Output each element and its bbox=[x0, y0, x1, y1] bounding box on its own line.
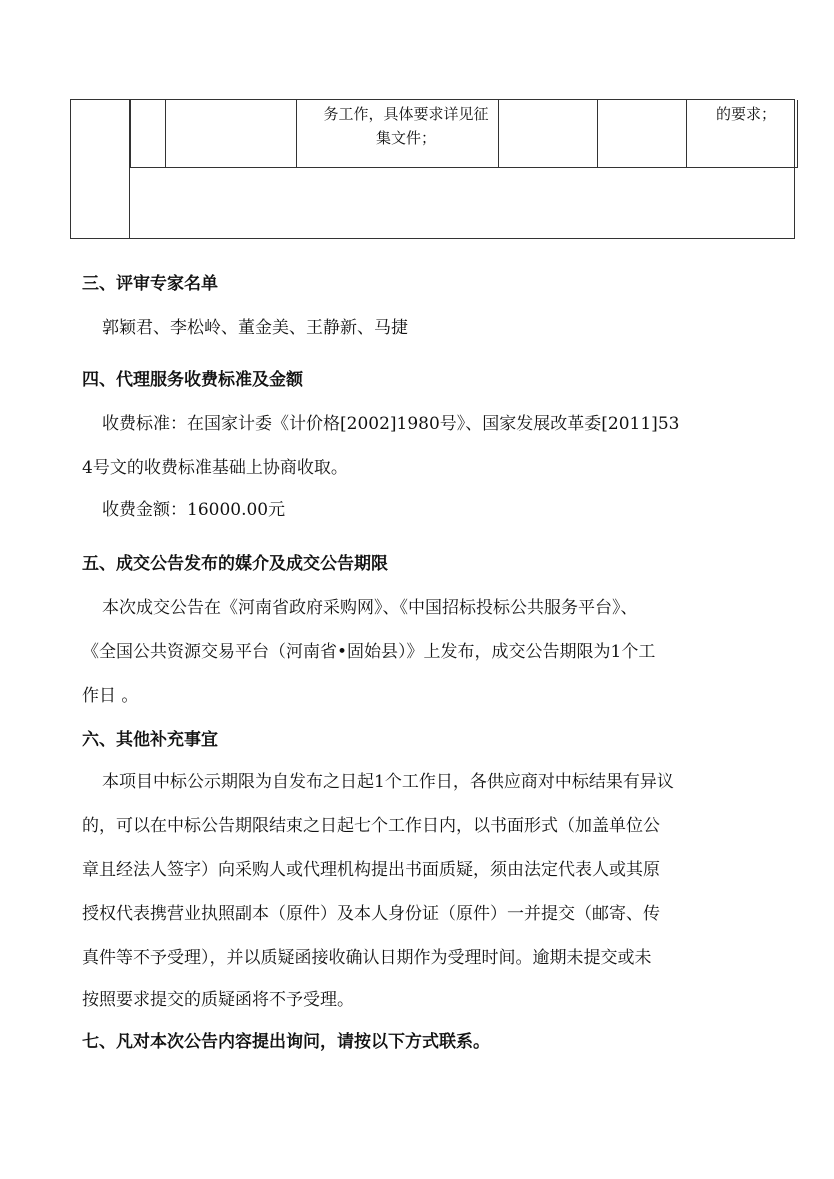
other-paragraph-line: 的，可以在中标公告期限结束之日起七个工作日内，以书面形式（加盖单位公 bbox=[82, 816, 660, 836]
media-paragraph-line: 《全国公共资源交易平台（河南省•固始县）》上发布，成交公告期限为1个工 bbox=[82, 642, 656, 662]
table-divider bbox=[597, 100, 598, 167]
other-paragraph-line: 本项目中标公示期限为自发布之日起1个工作日，各供应商对中标结果有异议 bbox=[102, 772, 674, 792]
table-cell-line: 务工作，具体要求详见征 bbox=[323, 105, 489, 123]
fee-standard-line: 4号文的收费标准基础上协商收取。 bbox=[82, 458, 348, 478]
media-paragraph-line: 作日 。 bbox=[82, 686, 139, 706]
section-title-other: 六、其他补充事宜 bbox=[82, 730, 218, 750]
table-cell-service bbox=[306, 102, 506, 150]
fee-amount: 收费金额：16000.00元 bbox=[102, 500, 286, 520]
fee-standard-line: 收费标准：在国家计委《计价格[2002]1980号》、国家发展改革委[2011]53 bbox=[102, 414, 680, 434]
table-divider bbox=[296, 100, 297, 167]
table-fragment bbox=[70, 99, 795, 239]
media-paragraph-line: 本次成交公告在《河南省政府采购网》、《中国招标投标公共服务平台》、 bbox=[102, 598, 638, 618]
table-cell-requirement: 的要求； bbox=[715, 105, 776, 123]
table-divider bbox=[686, 100, 687, 167]
other-paragraph-line: 按照要求提交的质疑函将不予受理。 bbox=[82, 990, 354, 1010]
table-cell-line: 集文件； bbox=[375, 129, 436, 147]
section-title-media: 五、成交公告发布的媒介及成交公告期限 bbox=[82, 554, 388, 574]
other-paragraph-line: 章且经法人签字）向采购人或代理机构提出书面质疑，须由法定代表人或其原 bbox=[82, 860, 660, 880]
section-title-experts: 三、评审专家名单 bbox=[82, 274, 218, 294]
section-title-contact: 七、凡对本次公告内容提出询问，请按以下方式联系。 bbox=[82, 1032, 490, 1052]
other-paragraph-line: 授权代表携营业执照副本（原件）及本人身份证（原件）一并提交（邮寄、传 bbox=[82, 904, 660, 924]
section-title-fee: 四、代理服务收费标准及金额 bbox=[82, 370, 303, 390]
other-paragraph-line: 真件等不予受理），并以质疑函接收确认日期作为受理时间。逾期未提交或未 bbox=[82, 948, 652, 968]
table-divider bbox=[165, 100, 166, 167]
expert-list: 郭颖君、李松岭、董金美、王静新、马捷 bbox=[102, 318, 408, 338]
